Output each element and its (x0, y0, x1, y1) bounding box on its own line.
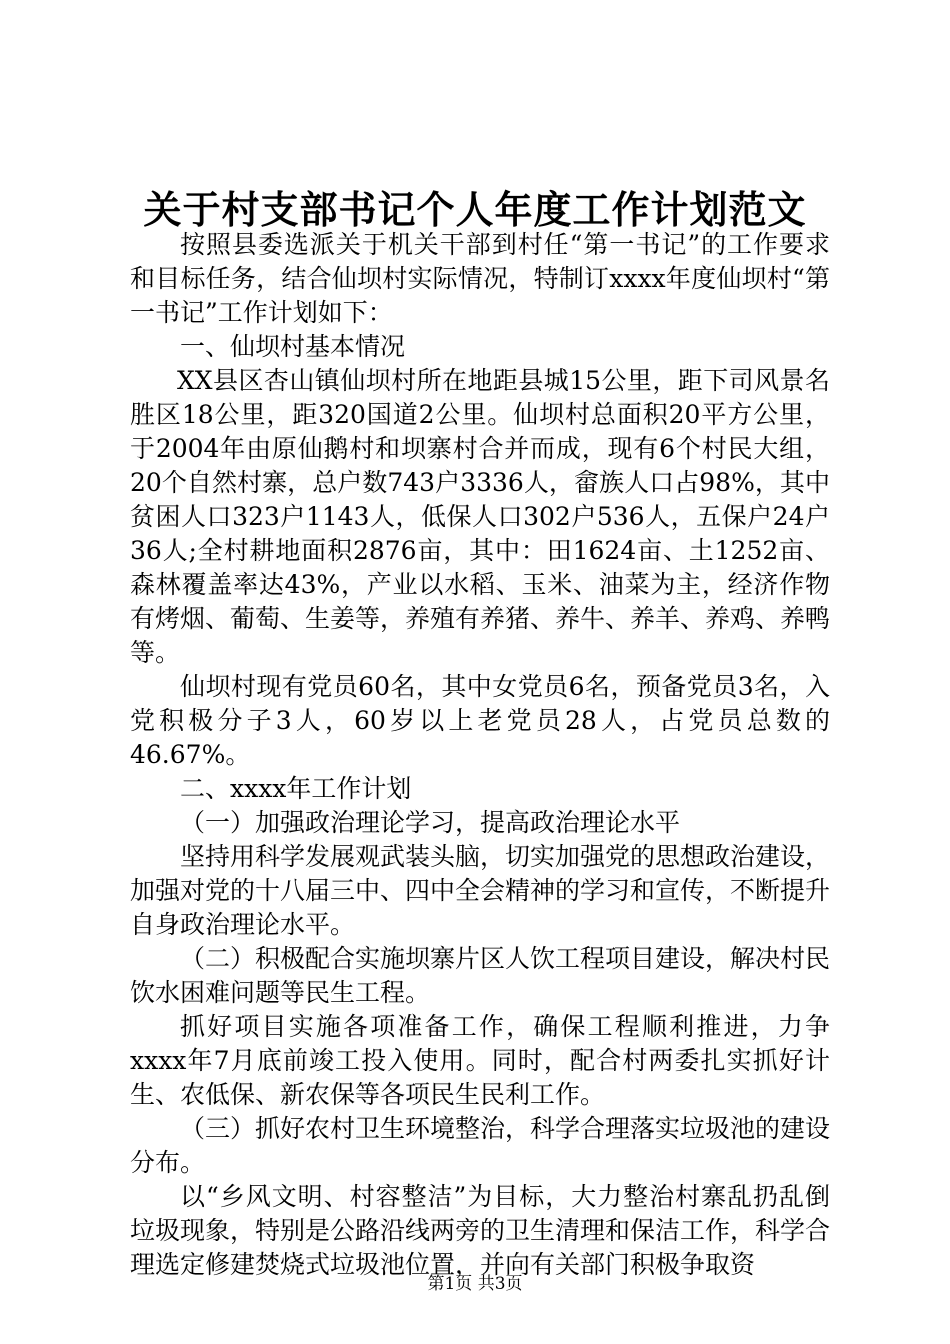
subheading-item-3: （三）抓好农村卫生环境整治，科学合理落实垃圾池的建设分布。 (130, 1114, 831, 1177)
subheading-item-2: （二）积极配合实施坝寨片区人饮工程项目建设，解决村民饮水困难问题等民生工程。 (130, 944, 831, 1007)
subheading-item-1: （一）加强政治理论学习，提高政治理论水平 (180, 808, 681, 837)
page-footer: 第1页 共3页 (427, 1274, 523, 1294)
paragraph-party-members: 仙坝村现有党员60名，其中女党员6名，预备党员3名，入党积极分子3人，60岁以上老党员28人，占党员总数的46.67%。 (130, 672, 830, 769)
paragraph-item-1: 坚持用科学发展观武装头脑，切实加强党的思想政治建设，加强对党的十八届三中、四中全会精神的学习和宣传，不断提升自身政治理论水平。 (130, 842, 831, 939)
heading-section-2: 二、xxxx年工作计划 (180, 774, 412, 803)
paragraph-item-3: 以“乡风文明、村容整洁”为目标，大力整治村寨乱扔乱倒垃圾现象，特别是公路沿线两旁的卫生清理和保洁工作，科学合理选定修建焚烧式垃圾池位置，并向有关部门积极争取资 (130, 1182, 831, 1279)
document-body (130, 228, 830, 1282)
document-title: 关于村支部书记个人年度工作计划范文 (143, 187, 807, 232)
paragraph-intro: 按照县委选派关于机关干部到村任“第一书记”的工作要求和目标任务，结合仙坝村实际情况，特制订xxxx年度仙坝村“第一书记”工作计划如下： (130, 230, 830, 327)
paragraph-item-2: 抓好项目实施各项准备工作，确保工程顺利推进，力争xxxx年7月底前竣工投入使用。同时，配合村两委扎实抓好计生、农低保、新农保等各项民生民利工作。 (130, 1012, 830, 1109)
paragraph-village-info: XX县区杏山镇仙坝村所在地距县城15公里，距下司风景名胜区18公里，距320国道2公里。仙坝村总面积20平方公里，于2004年由原仙鹅村和坝寨村合并而成，现有6个村民大组，20个自然村寨，总户数743户3336人，畲族人口占98%，其中贫困人口323户1143人，低保人口302户536人，五保户24户36人;全村耕地面积2876亩，其中：田1624亩、土1252亩、森林覆盖率达43%，产业以水稻、玉米、油菜为主，经济作物有烤烟、葡萄、生姜等，养殖有养猪、养牛、养羊、养鸡、养鸭等。 (130, 366, 831, 667)
heading-section-1: 一、仙坝村基本情况 (180, 332, 406, 361)
